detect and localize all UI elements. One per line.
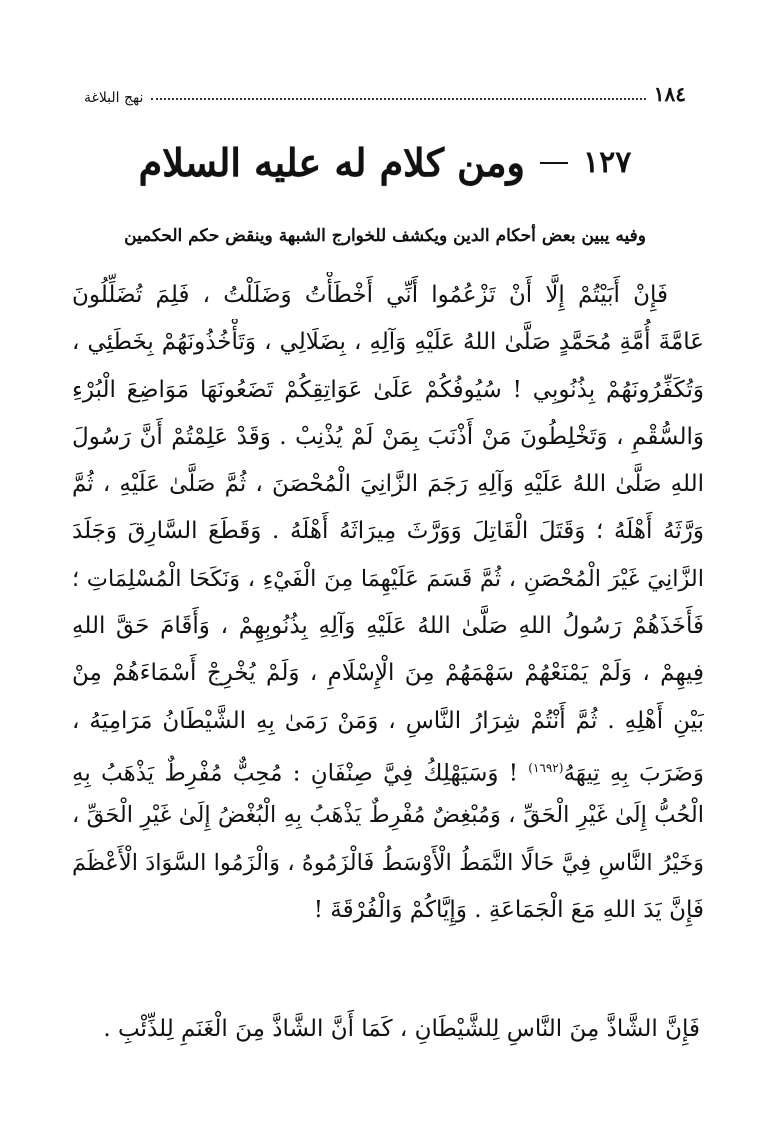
- footnote-marker: (١٦٩٢): [528, 760, 564, 775]
- body-line: وَرَّثَهُ أَهْلَهُ ؛ وَقَتَلَ الْقَاتِلَ وَوَرَّثَ مِيرَاثَهُ أَهْلَهُ . وَقَطَعَ السَّارِقَ وَجَلَدَ: [72, 518, 704, 545]
- dotted-leader: [151, 98, 645, 100]
- page-number: ١٨٤: [653, 82, 686, 106]
- sermon-body: [72, 272, 704, 934]
- body-line: وَتُكَفِّرُونَهُمْ بِذُنُوبِي ! سُيُوفُكُمْ عَلَىٰ عَوَاتِقِكُمْ تَضَعُونَهَا مَوَاضِعَ الْبُرْءِ: [72, 376, 704, 403]
- body-line: فَأَخَذَهُمْ رَسُولُ اللهِ صَلَّىٰ اللهُ عَلَيْهِ وَآلِهِ بِذُنُوبِهِمْ ، وَأَقَامَ حَقَّ اللهِ: [72, 613, 704, 640]
- book-title: نهج البلاغة: [84, 90, 144, 106]
- body-line: فَإِنْ أَبَيْتُمْ إِلَّا أَنْ تَزْعُمُوا أَنِّي أَخْطَأْتُ وَضَلَلْتُ ، فَلِمَ تُضَلِّلُونَ: [72, 282, 668, 308]
- body-line-with-footnote: [72, 745, 704, 792]
- closing-paragraph: فَإِنَّ الشَّاذَّ مِنَ النَّاسِ لِلشَّيْطَانِ ، كَمَا أَنَّ الشَّاذَّ مِنَ الْغَنَمِ لِلذِّئْبِ .: [103, 1016, 700, 1042]
- body-line: وَخَيْرُ النَّاسِ فِيَّ حَالًا النَّمَطُ الْأَوْسَطُ فَالْزَمُوهُ ، وَالْزَمُوا السَّوَادَ الْأَعْظَمَ: [72, 849, 704, 876]
- body-line: فِيهِمْ ، وَلَمْ يَمْنَعْهُمْ سَهْمَهُمْ مِنَ الْإِسْلَامِ ، وَلَمْ يُخْرِجْ أَسْمَاءَهُمْ مِنْ: [72, 660, 704, 687]
- body-line-start: وَضَرَبَ بِهِ تِيهَهُ: [563, 760, 704, 787]
- sermon-number: ١٢٧: [582, 145, 632, 180]
- body-line: عَامَّةَ أُمَّةِ مُحَمَّدٍ صَلَّىٰ اللهُ عَلَيْهِ وَآلِهِ ، بِضَلَالِي ، وَتَأْخُذُونَهُمْ بِخَطَئِي ،: [72, 329, 704, 356]
- sermon-subtitle: وفيه يبين بعض أحكام الدين ويكشف للخوارج الشبهة وينقض حكم الحكمين: [124, 226, 646, 246]
- heading-dash: [540, 162, 568, 164]
- running-header: [84, 80, 686, 106]
- calligraphy-title: ومن كلام له عليه السلام: [138, 140, 525, 185]
- body-line: الْحُبُّ إِلَىٰ غَيْرِ الْحَقِّ ، وَمُبْغِضٌ مُفْرِطٌ يَذْهَبُ بِهِ الْبُغْضُ إِلَىٰ غَيْرِ الْحَقِّ ،: [72, 802, 704, 829]
- body-line: اللهِ صَلَّىٰ اللهُ عَلَيْهِ وَآلِهِ رَجَمَ الزَّانِيَ الْمُحْصَنَ ، ثُمَّ صَلَّىٰ عَلَيْهِ ، ثُمَّ: [72, 471, 704, 498]
- section-heading: [0, 140, 770, 185]
- body-line: فَإِنَّ يَدَ اللهِ مَعَ الْجَمَاعَةِ . وَإِيَّاكُمْ وَالْفُرْقَةَ !: [313, 896, 704, 923]
- body-line: بَيْنِ أَهْلِهِ . ثُمَّ أَنْتُمْ شِرَارُ النَّاسِ ، وَمَنْ رَمَىٰ بِهِ الشَّيْطَانُ مَرَامِيَهُ ،: [72, 707, 704, 734]
- body-line: الزَّانِيَ غَيْرَ الْمُحْصَنِ ، ثُمَّ قَسَمَ عَلَيْهِمَا مِنَ الْفَيْءِ ، وَنَكَحَا الْمُسْلِمَاتِ ؛: [72, 565, 704, 592]
- body-line: وَالسُّقْمِ ، وَتَخْلِطُونَ مَنْ أَذْنَبَ بِمَنْ لَمْ يُذْنِبْ . وَقَدْ عَلِمْتُمْ أَنَّ رَسُولَ: [72, 423, 704, 450]
- body-line-end: ! وَسَيَهْلِكُ فِيَّ صِنْفَانِ : مُحِبٌّ مُفْرِطٌ يَذْهَبُ بِهِ: [72, 760, 518, 787]
